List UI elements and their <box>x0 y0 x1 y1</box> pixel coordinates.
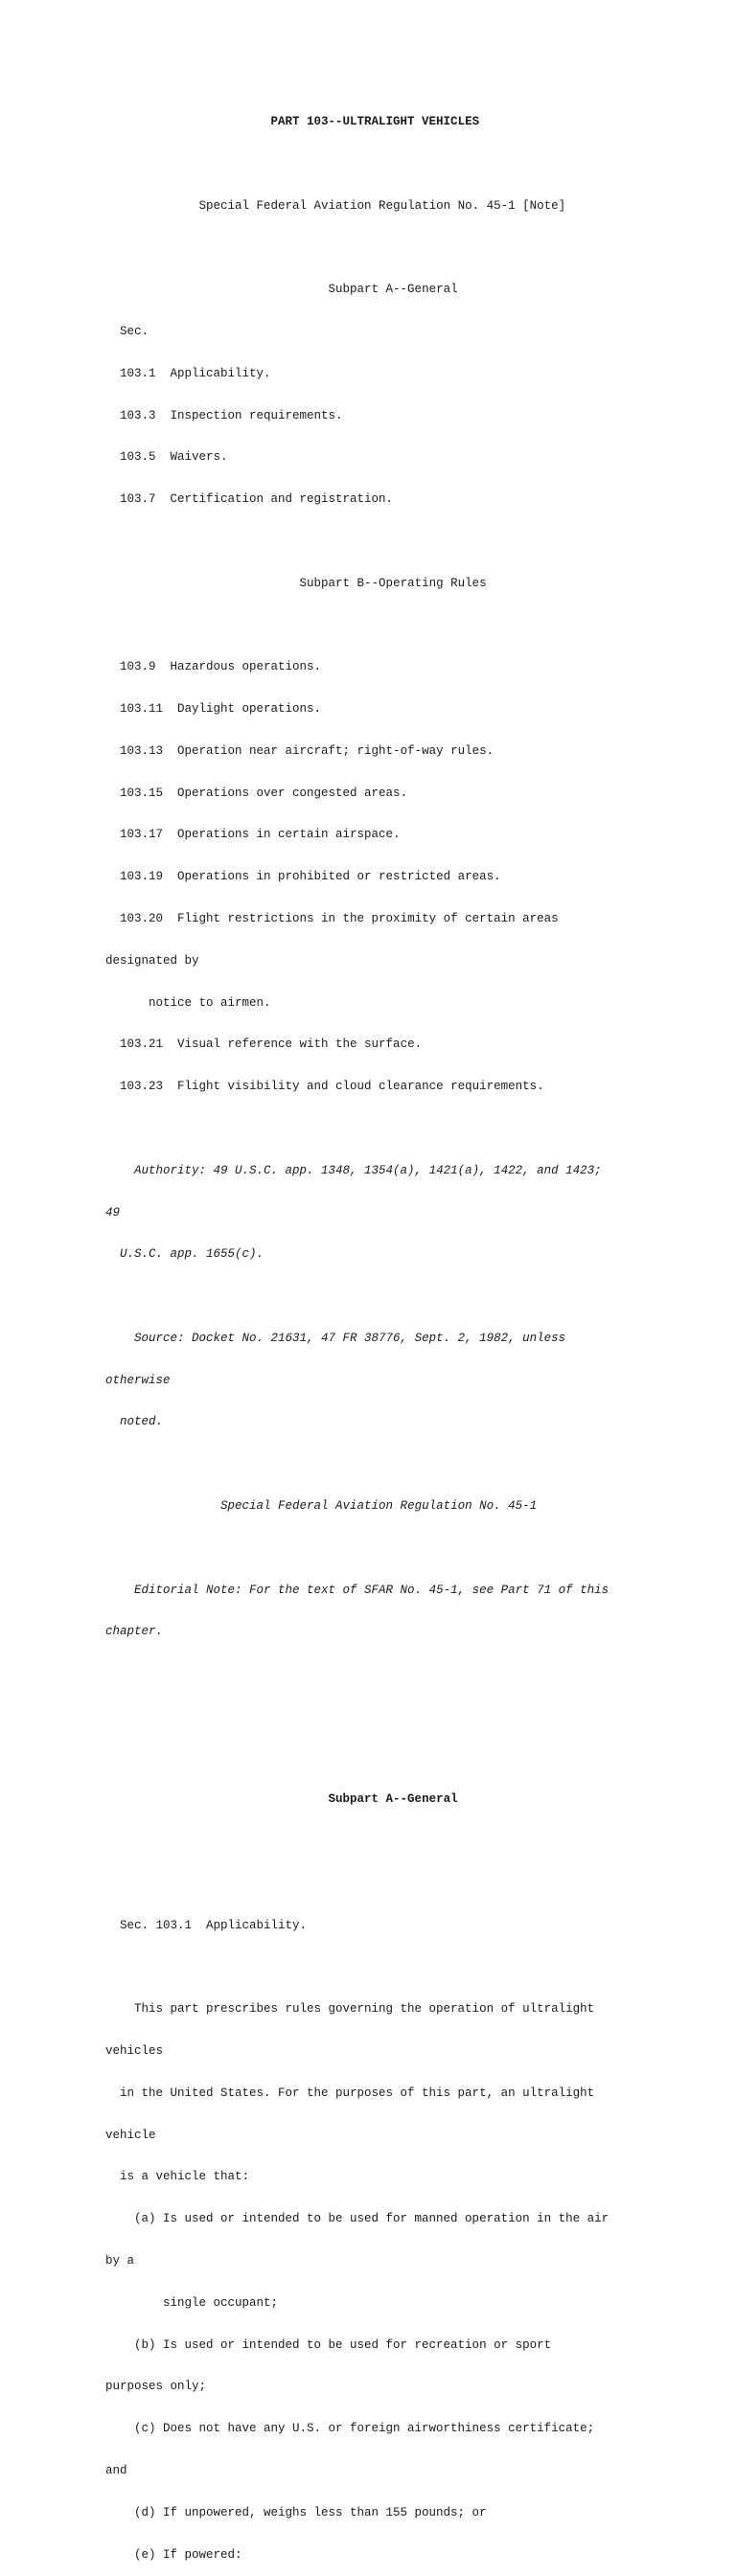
body-text-line: is a vehicle that: <box>105 2170 250 2184</box>
body-text-line: by a <box>105 2254 135 2268</box>
toc-item: 103.1 Applicability. <box>120 366 271 380</box>
source-line: Source: Docket No. 21631, 47 FR 38776, Sept. 2, 1982, unless <box>134 1331 566 1345</box>
toc-item: 103.5 Waivers. <box>120 450 228 465</box>
toc-subpart-b-heading: Subpart B--Operating Rules <box>299 576 487 590</box>
body-text-line: in the United States. For the purposes of this part, an ultralight <box>105 2086 595 2100</box>
body-text-line: vehicle <box>105 2128 156 2142</box>
toc-item-continuation: notice to airmen. <box>149 995 271 1010</box>
editorial-note: Editorial Note: For the text of SFAR No. 45-1, see Part 71 of this <box>134 1583 610 1597</box>
toc-item: 103.15 Operations over congested areas. <box>120 786 408 800</box>
toc-item: 103.3 Inspection requirements. <box>120 408 343 422</box>
body-text-line: purposes only; <box>105 2380 207 2394</box>
toc-item: 103.13 Operation near aircraft; right-of-way rules. <box>120 743 494 758</box>
toc-item: 103.9 Hazardous operations. <box>120 660 322 674</box>
source-line: noted. <box>120 1415 164 1429</box>
body-text-line: vehicles <box>105 2044 164 2059</box>
toc-item: 103.19 Operations in prohibited or restricted areas. <box>120 870 501 884</box>
authority-line: U.S.C. app. 1655(c). <box>120 1247 264 1262</box>
toc-sec-label: Sec. <box>120 325 150 339</box>
body-text-line: (b) Is used or intended to be used for recreation or sport <box>105 2337 552 2352</box>
toc-item: 103.23 Flight visibility and cloud clearance requirements. <box>120 1080 544 1094</box>
body-subpart-a-heading: Subpart A--General <box>328 1792 458 1807</box>
body-text-line: (a) Is used or intended to be used for manned operation in the air <box>105 2212 610 2226</box>
part-title: PART 103--ULTRALIGHT VEHICLES <box>270 115 480 129</box>
sec-103-1-heading: Sec. 103.1 Applicability. <box>120 1918 308 1932</box>
toc-item: 103.11 Daylight operations. <box>120 702 322 717</box>
body-text-line: single occupant; <box>105 2295 279 2310</box>
authority-line: 49 <box>105 1205 121 1220</box>
body-text-line: (e) If powered: <box>105 2547 242 2562</box>
editorial-note: chapter. <box>105 1625 164 1639</box>
toc-item-wrap: designated by <box>105 953 199 968</box>
source-line: otherwise <box>105 1373 171 1387</box>
toc-item: 103.17 Operations in certain airspace. <box>120 828 401 842</box>
body-text-line: This part prescribes rules governing the operation of ultralight <box>105 2002 595 2017</box>
toc-subpart-a-heading: Subpart A--General <box>328 283 458 297</box>
regulation-document <box>105 87 719 2576</box>
toc-item: 103.21 Visual reference with the surface. <box>120 1037 423 1052</box>
body-text-line: (d) If unpowered, weighs less than 155 pounds; or <box>105 2505 487 2519</box>
sfar-heading: Special Federal Aviation Regulation No. 45-1 [Note] <box>198 198 566 213</box>
body-text-line: (c) Does not have any U.S. or foreign airworthiness certificate; <box>105 2422 595 2436</box>
toc-item: 103.20 Flight restrictions in the proximity of certain areas <box>120 912 559 926</box>
toc-item: 103.7 Certification and registration. <box>120 492 394 507</box>
sfar-italic-heading: Special Federal Aviation Regulation No. 45-1 <box>220 1498 538 1513</box>
authority-line: Authority: 49 U.S.C. app. 1348, 1354(a), 1421(a), 1422, and 1423; <box>134 1163 602 1177</box>
body-text-line: and <box>105 2463 127 2477</box>
